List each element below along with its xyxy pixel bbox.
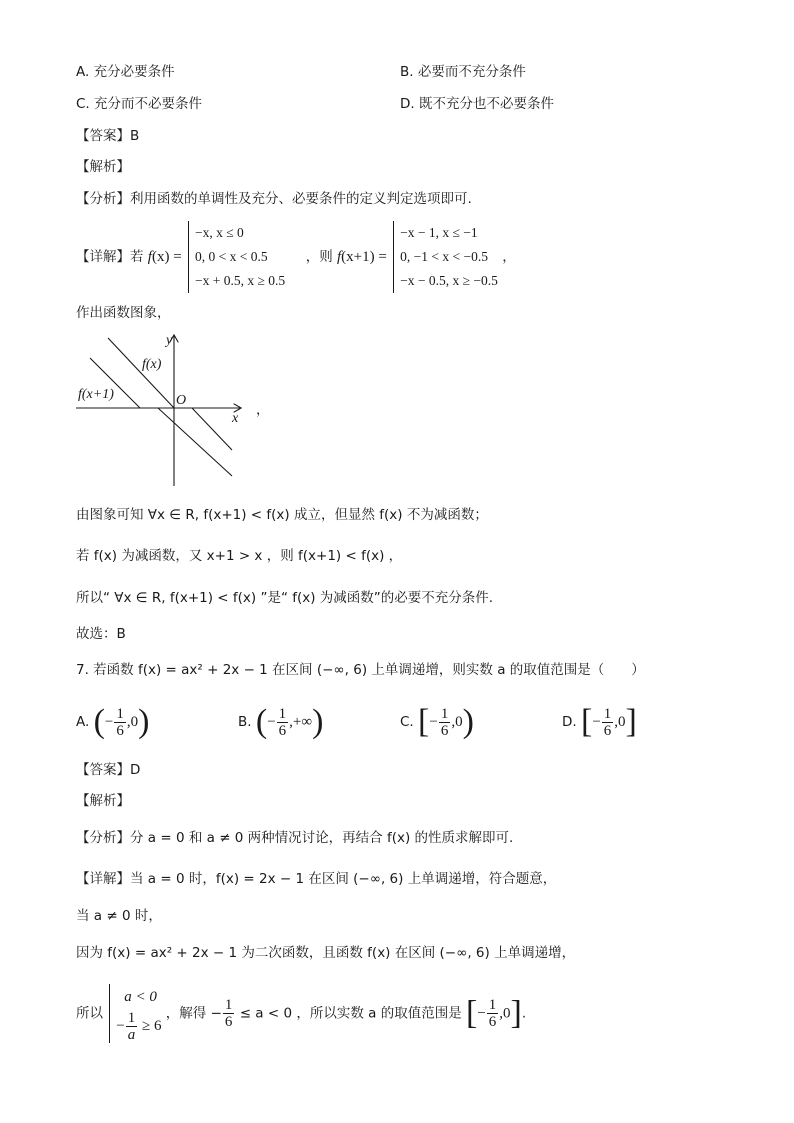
paren-close: ) [462, 703, 474, 740]
paren-close: ) [312, 703, 324, 740]
suoyi-text: 所以 [76, 1005, 103, 1022]
conditions-system [109, 984, 161, 1043]
fenxi-text: 分 a = 0 和 a ≠ 0 两种情况讨论，再结合 f(x) 的性质求解即可. [130, 830, 514, 846]
bracket-open: [ [466, 994, 478, 1032]
label-fx1: f(x+1) [78, 387, 114, 402]
xiangjie-label: 【详解】 [76, 871, 130, 887]
q7-line-a: 当 a ≠ 0 时， [76, 908, 162, 924]
fraction [126, 1010, 138, 1043]
answer-value: B [130, 128, 140, 144]
q6-option-c: C. 充分而不必要条件 [76, 96, 203, 112]
frac-den: 6 [440, 722, 449, 739]
frac-num: 1 [127, 1010, 136, 1026]
q6-option-b: B. 必要而不充分条件 [400, 64, 526, 80]
frac-num: 1 [488, 997, 497, 1013]
paren-open: ( [93, 703, 105, 740]
bracket-open: [ [580, 703, 593, 740]
f-x1-label: f [337, 249, 342, 265]
label-x: x [232, 411, 239, 426]
infinity: +∞ [292, 714, 313, 730]
label-origin: O [176, 393, 187, 408]
fenxi-text: 利用函数的单调性及充分、必要条件的定义判定选项即可. [130, 191, 472, 207]
bracket-open: [ [418, 703, 430, 740]
frac-num: 1 [278, 705, 287, 722]
opt-d-label: D. [562, 714, 577, 730]
answer-value: D [130, 762, 141, 778]
f1-case-2: 0, −1 < x < −0.5 [400, 249, 488, 264]
q6-xiangjie [76, 221, 516, 293]
q7-option-b [238, 700, 323, 744]
zero: 0 [503, 1005, 511, 1022]
q6-option-d: D. 既不充分也不必要条件 [400, 96, 554, 112]
frac-den: 6 [224, 1014, 233, 1030]
q6-answer [76, 126, 139, 146]
q6-analysis-label: 【解析】 [76, 159, 130, 175]
f-piecewise [188, 221, 285, 293]
label-y: y [166, 333, 173, 348]
condition-1: a < 0 [124, 989, 157, 1005]
frac-num: 1 [116, 705, 124, 722]
q7-option-d [562, 700, 637, 744]
ze-text: ，则 [305, 249, 333, 265]
q7-answer [76, 760, 140, 780]
q7-analysis-label: 【解析】 [76, 793, 130, 809]
q7-conclusion [76, 984, 526, 1043]
answer-label: 【答案】 [76, 762, 130, 778]
frac-num: 1 [224, 997, 233, 1013]
cond2-tail: ≥ 6 [138, 1017, 162, 1034]
q6-option-a: A. 充分必要条件 [76, 64, 175, 80]
fraction [439, 706, 451, 739]
curve-fx1 [90, 358, 232, 476]
frac-den: 6 [488, 1014, 497, 1030]
xiangjie-text: 当 a = 0 时，f(x) = 2x − 1 在区间 (−∞, 6) 上单调递增，符合题意， [130, 871, 557, 887]
frac-den-a: a [127, 1027, 136, 1043]
q6-guxuan: 故选：B [76, 626, 126, 642]
f1-piecewise [393, 221, 498, 293]
q7-line-b: 因为 f(x) = ax² + 2x − 1 为二次函数，且函数 f(x) 在区间 (−∞, 6) 上单调递增， [76, 945, 576, 961]
fraction [114, 706, 126, 739]
zuochu-text: 作出函数图象， [76, 305, 171, 321]
f1-case-1: −x − 1, x ≤ −1 [400, 225, 478, 240]
graph-comma: ， [256, 402, 270, 418]
f1-case-3: −x − 0.5, x ≥ −0.5 [400, 273, 498, 288]
frac-den: 6 [278, 722, 287, 739]
tail-comma: ， [502, 249, 516, 265]
f-x1-paren: (x+1) = [341, 249, 387, 265]
function-graph [70, 330, 270, 490]
zero: 0 [455, 714, 463, 730]
fraction-result [223, 997, 235, 1030]
fraction-range [487, 997, 499, 1030]
jiede-tail: ≤ a < 0 ，所以实数 a 的取值范围是 [235, 1005, 462, 1022]
minus-sign: − [267, 714, 276, 730]
fraction [277, 706, 289, 739]
minus-sign: − [116, 1017, 125, 1034]
bracket-close: ] [510, 994, 522, 1032]
fraction [602, 706, 614, 739]
q7-option-c [400, 700, 474, 744]
minus-sign: − [104, 714, 114, 730]
frac-den: 6 [603, 722, 612, 739]
xiangjie-label: 【详解】 [76, 249, 130, 265]
minus-sign: − [429, 714, 438, 730]
zero: 0 [130, 714, 139, 730]
f-case-2: 0, 0 < x < 0.5 [194, 249, 268, 264]
opt-a-label: A. [76, 714, 90, 730]
q7-xiangjie [76, 869, 556, 889]
f-x-label: f [147, 249, 152, 265]
frac-num: 1 [603, 705, 612, 722]
paren-close: ) [138, 703, 150, 740]
condition-2 [116, 1010, 161, 1043]
comma: , [289, 714, 293, 730]
comma: , [499, 1005, 504, 1022]
opt-c-label: C. [400, 714, 414, 730]
end-dot: . [521, 1005, 527, 1022]
frac-den: 6 [116, 722, 124, 739]
comma: , [451, 714, 456, 730]
jiede-text: ，解得 − [165, 1005, 222, 1022]
q6-fenxi [76, 189, 472, 209]
paren-open: ( [255, 703, 268, 740]
label-fx: f(x) [142, 357, 162, 372]
opt-b-label: B. [238, 714, 252, 730]
answer-label: 【答案】 [76, 128, 130, 144]
minus-sign: − [592, 714, 601, 730]
q7-option-a [76, 700, 149, 744]
q6-line-3: 所以“ ∀x ∈ R, f(x+1) < f(x) ”是“ f(x) 为减函数”的必要不充分条件. [76, 590, 494, 606]
q7-fenxi [76, 828, 513, 848]
f-case-1: −x, x ≤ 0 [194, 225, 244, 240]
minus-sign: − [477, 1005, 486, 1022]
comma: , [126, 714, 131, 730]
f-case-3: −x + 0.5, x ≥ 0.5 [194, 273, 286, 288]
f-x-paren: (x) = [151, 249, 182, 265]
fenxi-label: 【分析】 [76, 830, 130, 846]
fenxi-label: 【分析】 [76, 191, 130, 207]
comma: , [614, 714, 619, 730]
zero: 0 [618, 714, 626, 730]
frac-num: 1 [440, 705, 449, 722]
q7-stem: 7. 若函数 f(x) = ax² + 2x − 1 在区间 (−∞, 6) 上单调递增，则实数 a 的取值范围是（ ） [76, 662, 645, 678]
q6-line-1: 由图象可知 ∀x ∈ R, f(x+1) < f(x) 成立，但显然 f(x) 不为减函数； [76, 507, 488, 523]
ruo-text: 若 [130, 249, 144, 265]
q6-line-2: 若 f(x) 为减函数，又 x+1 > x ，则 f(x+1) < f(x) ， [76, 548, 403, 564]
bracket-close: ] [625, 703, 637, 740]
